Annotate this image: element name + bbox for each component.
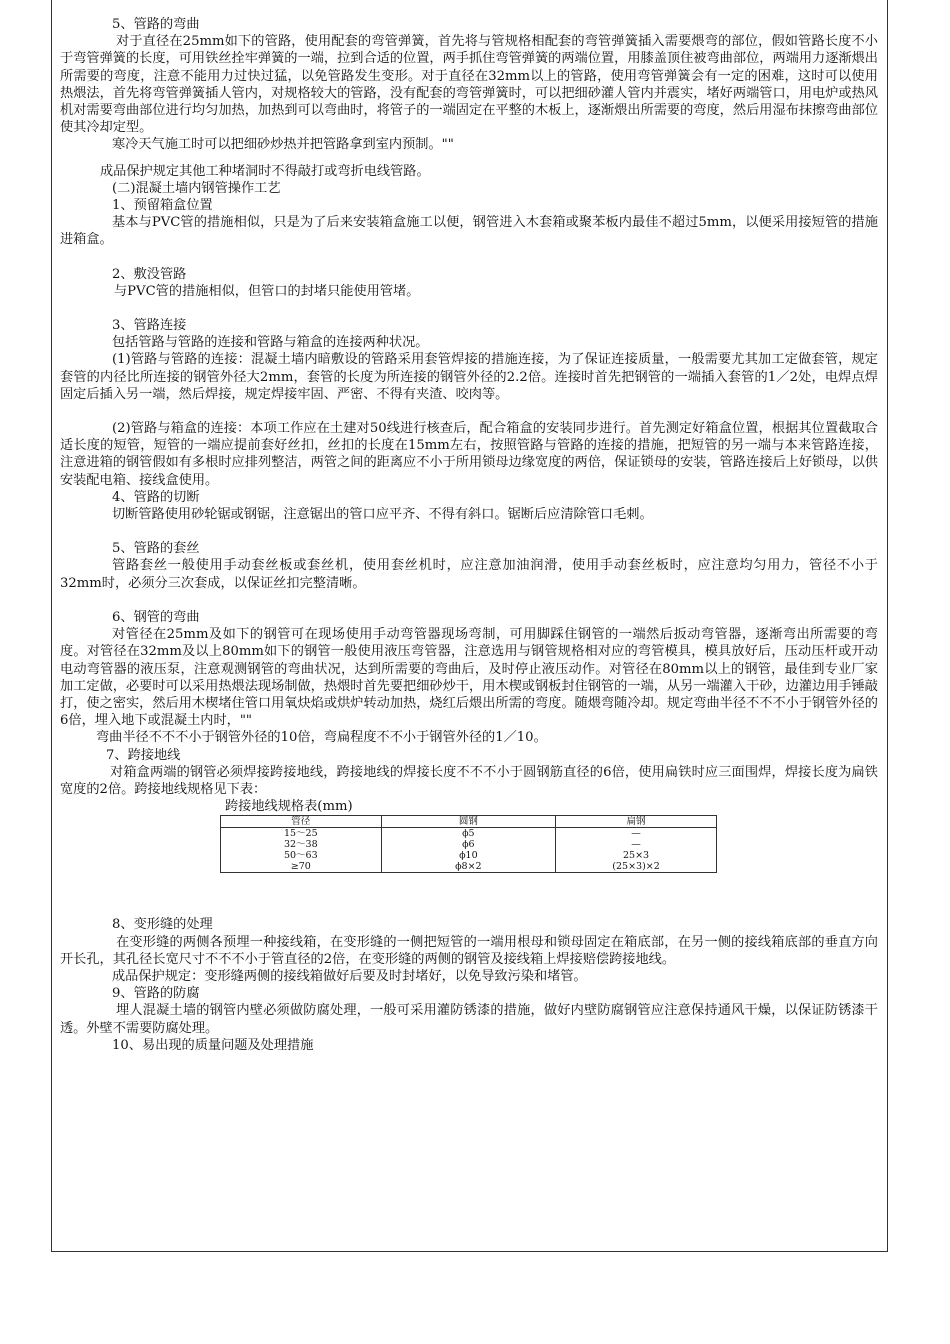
table-row <box>221 850 717 861</box>
table-cell: 50～63 <box>221 850 382 861</box>
section-title: 6、钢管的弯曲 <box>112 609 200 625</box>
table-row <box>221 861 717 873</box>
table-cell: — <box>556 839 717 850</box>
paragraph: 埋人混凝土墙的钢管内壁必须做防腐处理，一般可采用灌防锈漆的措施，做好内壁防腐钢管应注意保持通风干燥，以保证防锈漆干透。外壁不需要防腐处理。 <box>60 1003 878 1036</box>
section-title: 5、管路的弯曲 <box>112 17 200 32</box>
table-header-cell: 管径 <box>221 816 382 828</box>
paragraph: (2)管路与箱盒的连接：本项工作应在土建对50线进行核查后，配合箱盒的安装同步进行。首先测定好箱盒位置，根据其位置截取合适长度的短管，短管的一端应提前套好丝扣，丝扣的长度在15mm左右，按照管路与管路的连接的措施，把短管的另一端与本来管路连接，注意进箱的钢管假如有多根时应排列整洁，两管之间的距离应不小于所用锁母边缘宽度的两倍，保证锁母的安装，管路连接后上好锁母，以供安装配电箱、接线盒使用。 <box>60 421 878 488</box>
table-header-cell: 圆钢 <box>381 816 556 828</box>
table-cell: ϕ6 <box>381 839 556 850</box>
paragraph: 在变形缝的两侧各预埋一种接线箱，在变形缝的一侧把短管的一端用根母和锁母固定在箱底部，在另一侧的接线箱底部的垂直方向开长孔，其孔径长宽尺寸不不不小于管直径的2倍，在变形缝的两侧的钢管及接线箱上焊接赔偿跨接地线。 <box>60 934 878 967</box>
table-cell: (25×3)×2 <box>556 861 717 873</box>
document-body <box>60 16 878 1054</box>
protection-note: 成品保护规定其他工种堵洞时不得敲打或弯折电线管路。 <box>100 163 430 179</box>
protection-note: 成品保护规定：变形缝两侧的接线箱做好后要及时封堵好，以免导致污染和堵管。 <box>112 968 587 984</box>
section-title: 7、跨接地线 <box>106 747 181 763</box>
table-cell: 32～38 <box>221 839 382 850</box>
paragraph: 寒冷天气施工时可以把细砂炒热并把管路拿到室内预制。"" <box>112 137 454 153</box>
paragraph: (1)管路与管路的连接：混凝土墙内暗敷设的管路采用套管焊接的措施连接，为了保证连接质量，一般需要尤其加工定做套管，规定套管的内径比所连接的钢管外径大2mm，套管的长度为所连接的钢管外径的2.2倍。连接时首先把钢管的一端插入套管的1／2处，电焊点焊固定后插入另一端，然后焊接，规定焊接牢固、严密、不得有夹渣、咬肉等。 <box>60 352 878 402</box>
table-cell: — <box>556 828 717 840</box>
table-cell: ϕ5 <box>381 828 556 840</box>
ground-wire-spec-table <box>220 815 717 873</box>
table-cell: 25×3 <box>556 850 717 861</box>
paragraph: 弯曲半径不不不小于钢管外径的10倍，弯扁程度不不小于钢管外径的1／10。 <box>96 730 547 746</box>
table-row <box>221 839 717 850</box>
section-title: 2、敷没管路 <box>112 266 187 282</box>
paragraph: 切断管路使用砂轮锯或钢锯，注意锯出的管口应平齐、不得有斜口。锯断后应清除管口毛刺。 <box>112 507 653 523</box>
section-title: 5、管路的套丝 <box>112 541 200 557</box>
paragraph: 包括管路与管路的连接和管路与箱盒的连接两种状况。 <box>112 335 429 351</box>
paragraph: 与PVC管的措施相似，但管口的封堵只能使用管堵。 <box>114 283 420 299</box>
table-cell: 15～25 <box>221 828 382 840</box>
table-header-cell: 扁钢 <box>556 816 717 828</box>
section-title: 9、管路的防腐 <box>112 986 200 1002</box>
table-cell: ϕ8×2 <box>381 861 556 873</box>
part-title: (二)混凝土墙内钢管操作工艺 <box>112 180 281 196</box>
table-caption: 跨接地线规格表(mm) <box>225 799 353 815</box>
section-title: 1、预留箱盒位置 <box>112 198 213 214</box>
section-title: 10、易出现的质量问题及处理措施 <box>112 1037 314 1053</box>
section-title: 3、管路连接 <box>112 318 187 334</box>
paragraph: 基本与PVC管的措施相似，只是为了后来安装箱盒施工以便，钢管进入木套箱或聚苯板内最佳不超过5mm，以便采用接短管的措施进箱盒。 <box>60 215 878 248</box>
paragraph: 对管径在25mm及如下的钢管可在现场使用手动弯管器现场弯制，可用脚踩住钢管的一端然后扳动弯管器，逐渐弯出所需要的弯度。对管径在32mm及以上80mm如下的钢管一般使用液压弯管器，注意选用与钢管规格相对应的弯管模具，模具放好后，压动压杆或开动电动弯管器的液压泵，注意观测钢管的弯曲状况，达到所需要的弯曲后，及时停止液压动作。对管径在80mm以上的钢管，最佳到专业厂家加工定做，必要时可以采用热煨法现场制做，热煨时首先要把细砂炒干，用木楔或钢板封住钢管的一端，从另一端灌入干砂，边灌边用手锤敲打，使之密实，然后用木楔堵住管口用氧炔焰或烘炉转动加热，烧红后煨出所需的弯度。随煨弯随冷却。规定弯曲半径不不不小于钢管外径的6倍，埋入地下或混凝土内时，"" <box>60 627 878 729</box>
table-cell: ≥70 <box>221 861 382 873</box>
paragraph: 对箱盒两端的钢管必须焊接跨接地线，跨接地线的焊接长度不不不小于圆钢筋直径的6倍，使用扁铁时应三面围焊，焊接长度为扁铁宽度的2倍。跨接地线规格见下表： <box>60 764 878 797</box>
table-row <box>221 828 717 840</box>
table-cell: ϕ10 <box>381 850 556 861</box>
section-title: 4、管路的切断 <box>112 489 200 505</box>
paragraph: 管路套丝一般使用手动套丝板或套丝机，使用套丝机时，应注意加油润滑，使用手动套丝板时，应注意均匀用力，管径不小于32mm时，必须分三次套成，以保证丝扣完整清晰。 <box>60 558 878 591</box>
table-header-row <box>221 816 717 828</box>
section-title: 8、变形缝的处理 <box>112 917 213 933</box>
paragraph: 对于直径在25mm如下的管路，使用配套的弯管弹簧，首先将与管规格相配套的弯管弹簧插入需要煨弯的部位，假如管路长度不小于弯管弹簧的长度，可用铁丝拴牢弹簧的一端，拉到合适的位置，两手抓住弯管弹簧的两端位置，用膝盖顶住被弯曲部位，两端用力逐渐煨出所需要的弯度，注意不能用力过快过猛，以免管路发生变形。对于直径在32mm以上的管路，使用弯管弹簧会有一定的困难，这时可以使用热煨法，首先将弯管弹簧插人管内，对规格较大的管路，没有配套的弯管弹簧时，可以把细砂灌人管内并震实，堵好两端管口，用电炉或热风机对需要弯曲部位进行均匀加热，加热到可以弯曲时，将管子的一端固定在平整的木板上，逐渐煨出所需要的弯度，然后用湿布抹擦弯曲部位使其冷却定型。 <box>60 34 878 136</box>
